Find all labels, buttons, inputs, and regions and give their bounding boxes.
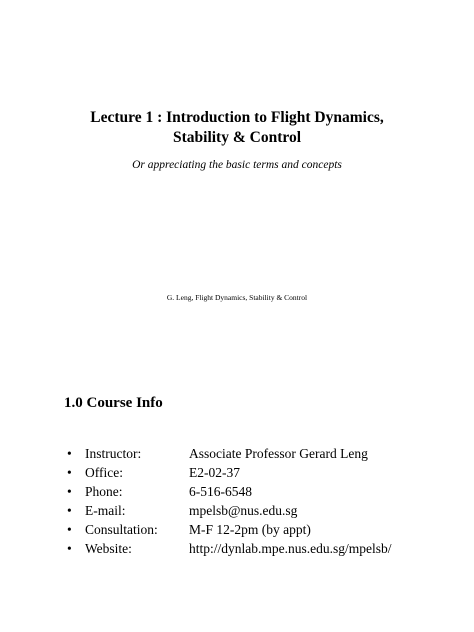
info-label: Consultation: (85, 522, 158, 537)
lecture-subtitle: Or appreciating the basic terms and concepts (132, 159, 342, 171)
info-row-instructor (0, 444, 474, 463)
info-label: Phone: (85, 484, 123, 499)
info-value: E2-02-37 (189, 465, 240, 480)
lecture-title-line-1: Lecture 1 : Introduction to Flight Dynamics, (90, 109, 384, 126)
bullet-icon: • (67, 484, 72, 499)
info-label: Website: (85, 541, 132, 556)
info-row-office (0, 463, 474, 482)
lecture-title-line-2: Stability & Control (172, 129, 302, 146)
info-row-phone (0, 482, 474, 501)
info-row-email (0, 501, 474, 520)
info-label: Instructor: (85, 446, 142, 461)
bullet-icon: • (67, 503, 72, 518)
info-label: E-mail: (85, 503, 126, 518)
course-info-list (0, 444, 474, 558)
author-course-note: G. Leng, Flight Dynamics, Stability & Control (166, 293, 308, 302)
info-value: M-F 12-2pm (by appt) (189, 522, 311, 537)
info-row-website (0, 539, 474, 558)
section-heading: 1.0 Course Info (64, 395, 163, 411)
email-address: mpelsb@nus.edu.sg (189, 503, 298, 518)
bullet-icon: • (67, 522, 72, 537)
info-label: Office: (85, 465, 123, 480)
info-value: 6-516-6548 (189, 484, 252, 499)
info-value: Associate Professor Gerard Leng (189, 446, 368, 461)
bullet-icon: • (67, 541, 72, 556)
bullet-icon: • (67, 446, 72, 461)
bullet-icon: • (67, 465, 72, 480)
info-row-consultation (0, 520, 474, 539)
website-url: http://dynlab.mpe.nus.edu.sg/mpelsb/ (189, 541, 392, 556)
